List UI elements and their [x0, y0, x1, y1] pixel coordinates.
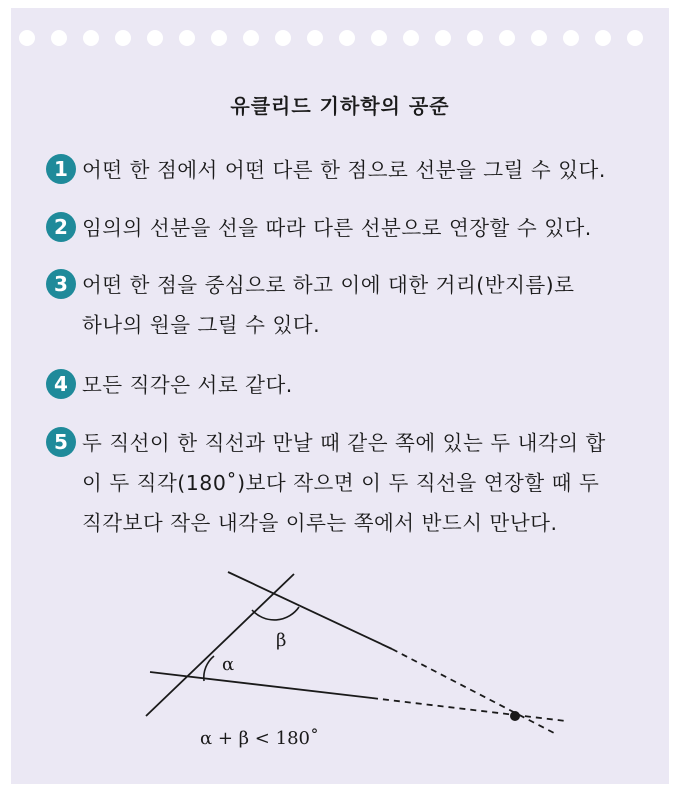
postulate-line: 하나의 원을 그릴 수 있다. [82, 313, 321, 337]
postulate-line: 모든 직각은 서로 같다. [82, 373, 293, 397]
number-badge: 2 [46, 212, 76, 242]
postulate-line: 두 직선이 한 직선과 만날 때 같은 쪽에 있는 두 내각의 합 [82, 431, 606, 455]
lower-line [150, 672, 372, 698]
postulate-line: 직각보다 작은 내각을 이루는 쪽에서 반드시 만난다. [82, 511, 558, 535]
angle-sum-formula: α + β < 180˚ [200, 728, 319, 749]
postulate-line: 임의의 선분을 선을 따라 다른 선분으로 연장할 수 있다. [82, 216, 592, 240]
beta-label: β [276, 630, 287, 651]
intersection-point [510, 711, 520, 721]
postulate-line: 이 두 직각(180˚)보다 작으면 이 두 직선을 연장할 때 두 [82, 471, 600, 495]
number-badge: 5 [46, 427, 76, 457]
lower-line-extension [372, 698, 566, 721]
beta-arc [252, 607, 299, 620]
upper-line-extension [392, 649, 556, 734]
transversal-line [146, 574, 294, 716]
page-title: 유클리드 기하학의 공준 [230, 94, 450, 118]
postulate-line: 어떤 한 점에서 어떤 다른 한 점으로 선분을 그릴 수 있다. [82, 158, 606, 182]
number-badge: 1 [46, 154, 76, 184]
alpha-label: α [222, 654, 235, 675]
postulate-line: 어떤 한 점을 중심으로 하고 이에 대한 거리(반지름)로 [82, 273, 575, 297]
number-badge: 3 [46, 269, 76, 299]
number-badge: 4 [46, 369, 76, 399]
